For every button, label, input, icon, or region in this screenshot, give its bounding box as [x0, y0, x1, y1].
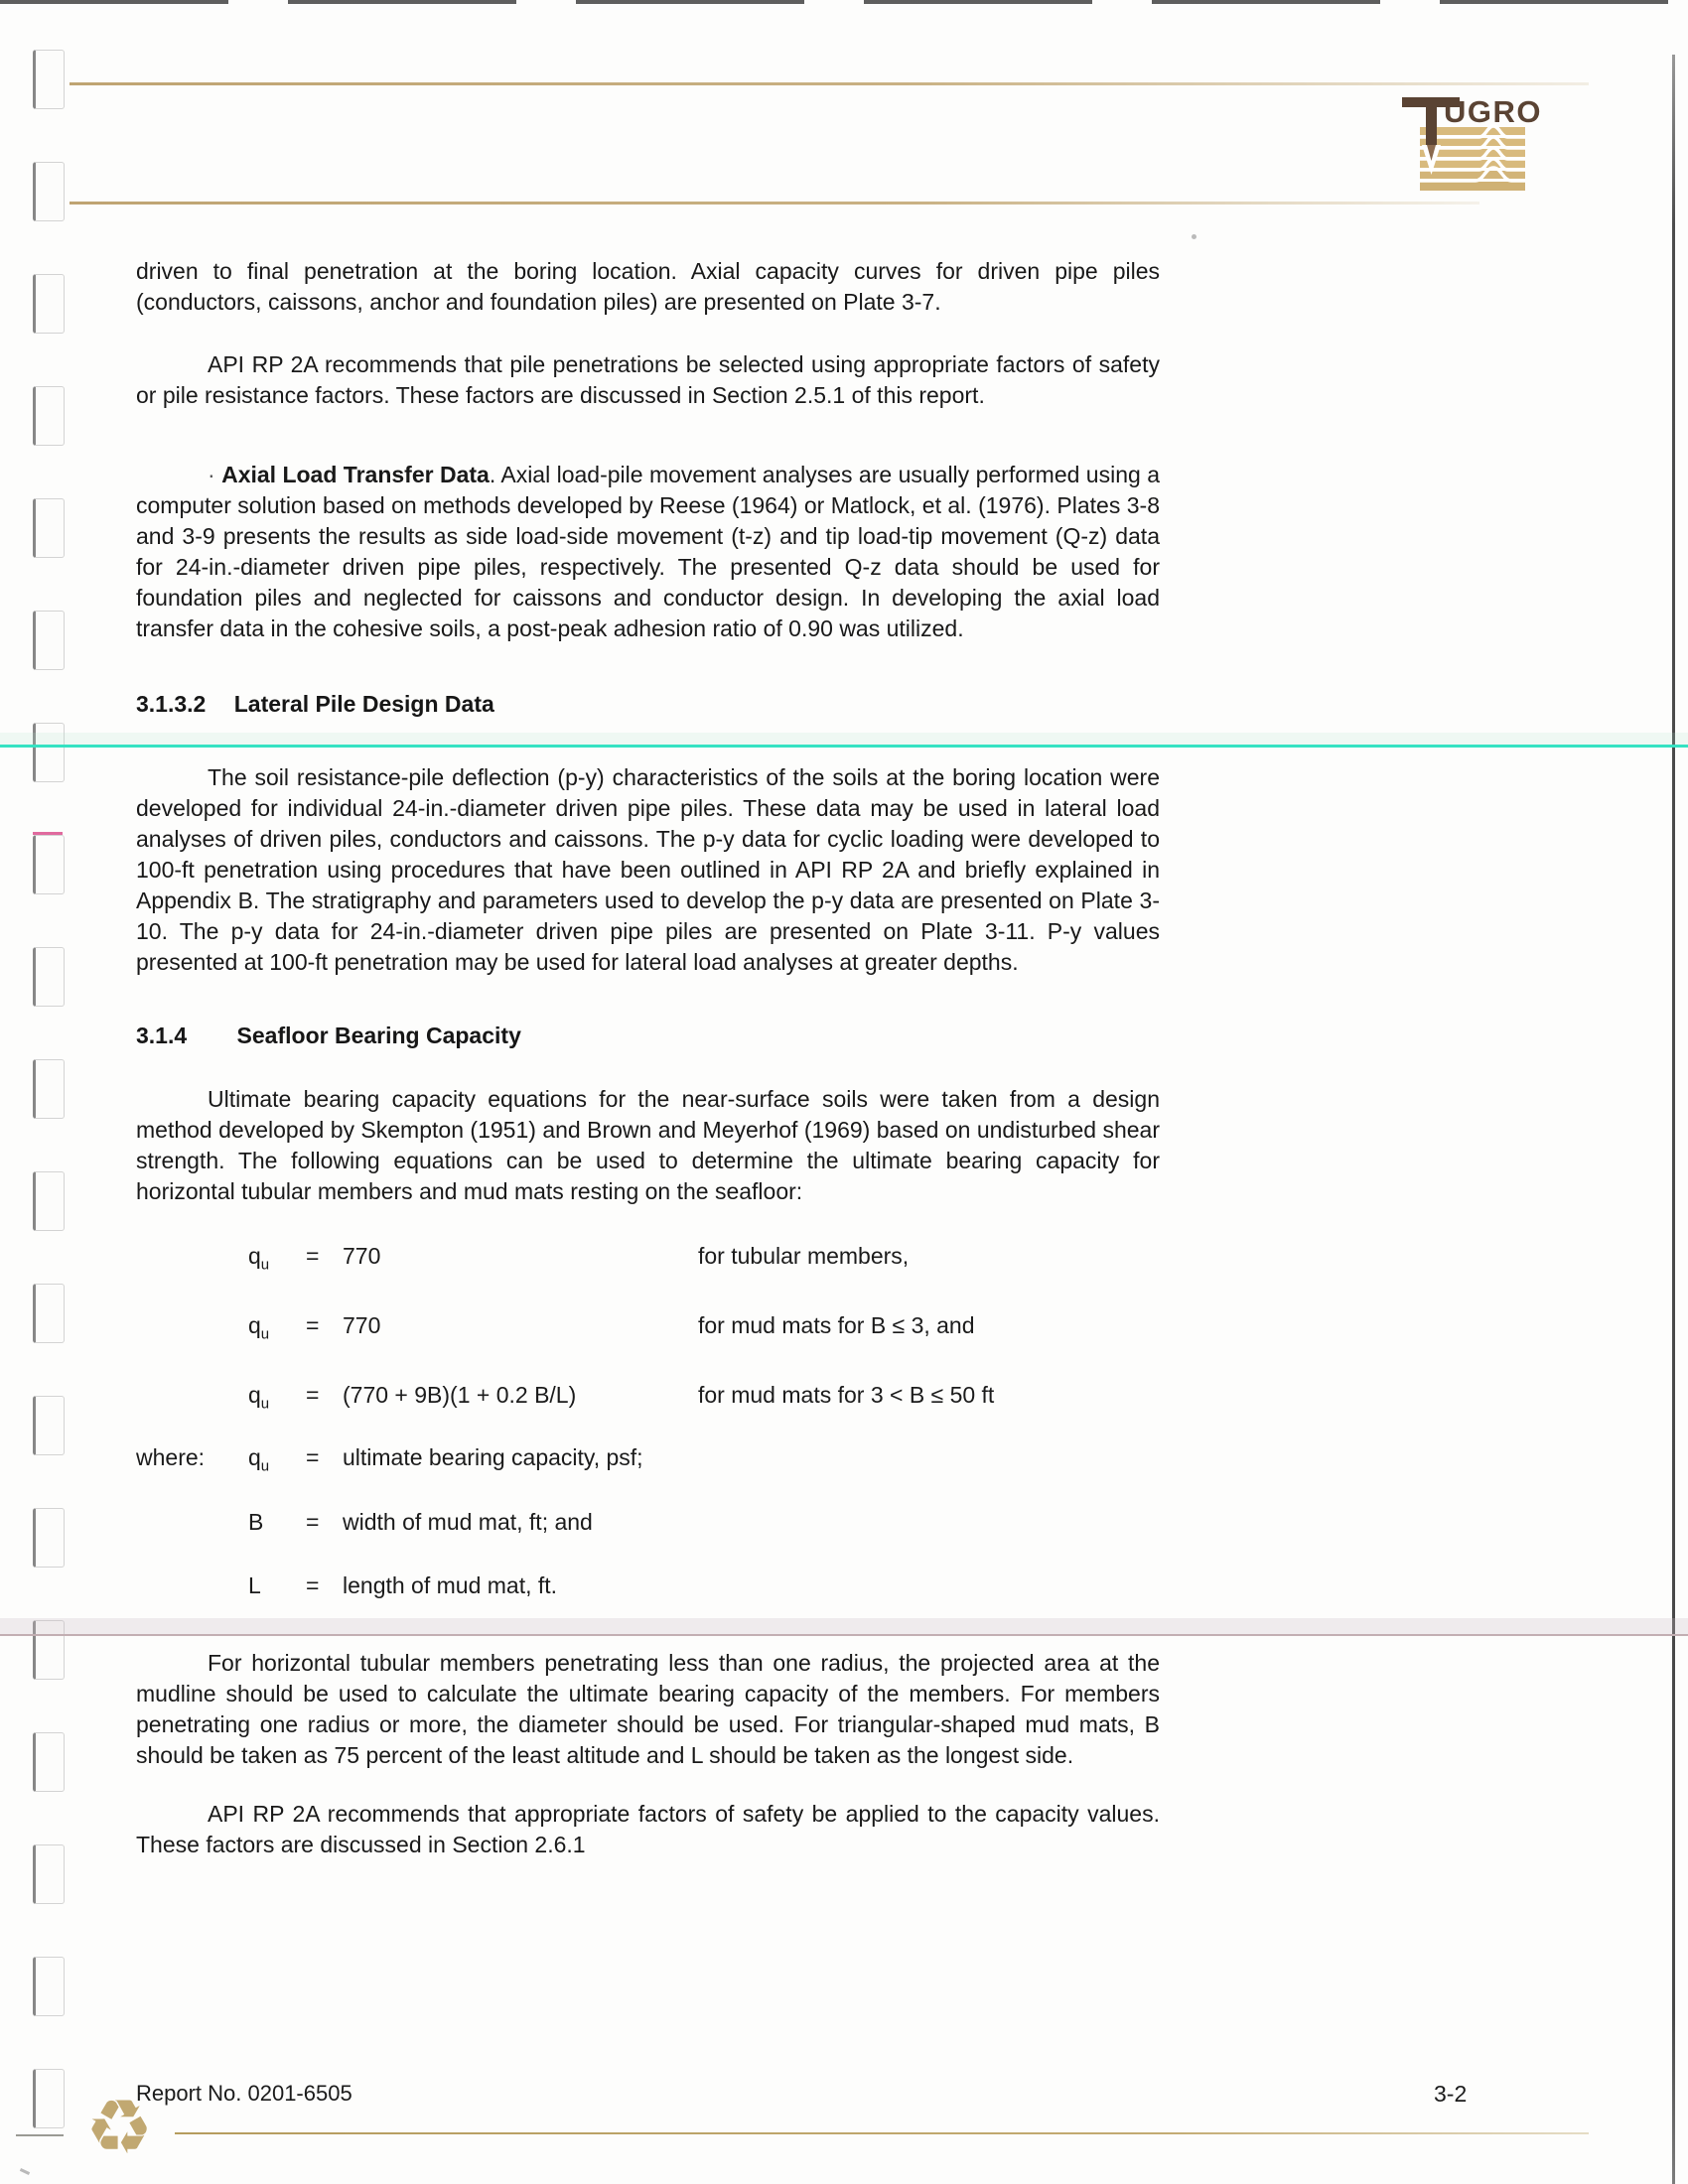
paragraph-lateral-py: The soil resistance-pile deflection (p-y) characteristics of the soils at the boring location were developed for individual 24-in.-diameter driven pipe piles. These data may be used in lateral load analyses of driven piles, conductors and caissons. The p-y data for cyclic loading were developed to 100-ft penetration using procedures that have been outlined in API RP 2A and briefly explained in Appendix B. The stratigraphy and parameters used to develop the p-y data are presented on Plate 3-10. The p-y data for 24-in.-diameter driven pipe piles are presented on Plate 3-11. P-y values presented at 100-ft penetration may be used for lateral load analyses at greater depths.	[136, 764, 1160, 975]
punch-hole-mark	[33, 611, 65, 670]
punch-hole-mark	[33, 1844, 65, 1904]
definition-text: length of mud mat, ft.	[343, 1572, 558, 1598]
paragraph-api-selection: API RP 2A recommends that pile penetrations be selected using appropriate factors of safety or pile resistance factors. These factors are discussed in Section 2.5.1 of this report.	[136, 351, 1160, 408]
equation-row-tubular	[136, 1241, 1228, 1272]
paragraph-continuation: driven to final penetration at the boring location. Axial capacity curves for driven pipe piles (conductors, caissons, anchor and foundation piles) are presented on Plate 3-7.	[136, 258, 1160, 315]
equation-condition: for tubular members,	[698, 1243, 910, 1269]
equation-condition: for mud mats for B ≤ 3, and	[698, 1312, 975, 1338]
equation-expression: 770	[343, 1243, 381, 1269]
scan-speck	[1192, 234, 1196, 239]
axial-bold-lead: Axial Load Transfer Data	[221, 462, 490, 487]
punch-hole-mark	[33, 723, 65, 782]
scan-speck	[20, 2168, 30, 2175]
equals-sign: =	[306, 1382, 320, 1408]
fugro-logo	[1396, 85, 1551, 197]
equation-row-mudmat-large	[136, 1380, 1228, 1411]
header-rule-top	[70, 82, 1589, 85]
recycle-icon: ♻	[85, 2086, 154, 2170]
punch-hole-mark	[33, 2069, 65, 2128]
definition-row-b	[136, 1507, 1228, 1538]
punch-hole-mark	[33, 274, 65, 334]
scan-teal-band	[0, 733, 1688, 745]
punch-hole-mark	[33, 50, 65, 109]
punch-hole-mark	[33, 835, 65, 894]
footer-report-number: Report No. 0201-6505	[136, 2081, 352, 2106]
punch-hole-mark	[33, 386, 65, 446]
paragraph-bearing-capacity: Ultimate bearing capacity equations for the near-surface soils were taken from a design method developed by Skempton (1951) and Brown and Meyerhof (1969) based on undisturbed shear strength. The following equations can be used to determine the ultimate bearing capacity for horizontal tubular members and mud mats resting on the seafloor:	[136, 1086, 1160, 1204]
footer-rule-dash	[16, 2134, 64, 2136]
section-number: 3.1.4	[136, 1023, 188, 1048]
definition-row-l	[136, 1570, 1228, 1601]
logo-letters: UGRO	[1444, 94, 1542, 129]
punch-hole-mark	[33, 947, 65, 1007]
punch-hole-mark	[33, 498, 65, 558]
equation-symbol: $q_u$	[248, 1382, 270, 1413]
punch-hole-mark	[33, 162, 65, 221]
footer-page-number: 3-2	[1434, 2081, 1468, 2107]
definition-symbol: B	[248, 1509, 264, 1535]
section-number: 3.1.3.2	[136, 691, 207, 717]
scan-page-edge-line	[1672, 55, 1675, 2184]
section-title: Lateral Pile Design Data	[233, 691, 494, 717]
equals-sign: =	[306, 1444, 320, 1470]
punch-hole-mark	[33, 1957, 65, 2016]
paragraph-axial-load-transfer	[136, 460, 1160, 644]
equation-condition: for mud mats for 3 < B ≤ 50 ft	[698, 1382, 995, 1408]
heading-lateral-pile-design	[136, 691, 494, 718]
definition-symbol: $q_u$	[248, 1444, 270, 1475]
punch-hole-mark	[33, 1508, 65, 1568]
definition-text: width of mud mat, ft; and	[343, 1509, 593, 1535]
punch-hole-mark	[33, 1171, 65, 1231]
equals-sign: =	[306, 1243, 320, 1269]
stray-bullet-dot: ·	[208, 462, 215, 487]
scan-pink-line	[0, 1634, 1688, 1636]
definition-text: ultimate bearing capacity, psf;	[343, 1444, 643, 1470]
scan-teal-line	[0, 745, 1688, 748]
heading-seafloor-bearing	[136, 1023, 521, 1049]
punch-hole-mark	[33, 1284, 65, 1343]
equation-symbol: $q_u$	[248, 1243, 270, 1274]
equation-expression: (770 + 9B)(1 + 0.2 B/L)	[343, 1382, 577, 1408]
scan-pink-band	[0, 1618, 1688, 1634]
footer-rule	[175, 2132, 1589, 2134]
punch-hole-mark	[33, 1396, 65, 1455]
equals-sign: =	[306, 1572, 320, 1598]
section-title: Seafloor Bearing Capacity	[236, 1023, 521, 1048]
axial-paragraph-text: . Axial load-pile movement analyses are usually performed using a computer solution based on methods developed by Reese (1964) or Matlock, et al. (1976). Plates 3-8 and 3-9 presents the results as side load-side movement (t-z) and tip load-tip movement (Q-z) data for 24-in.-diameter driven pipe piles, respectively. The presented Q-z data should be used for foundation piles and neglected for caissons and conductor design. In developing the axial load transfer data in the cohesive soils, a post-peak adhesion ratio of 0.90 was utilized.	[136, 462, 1160, 641]
paragraph-safety-factors: API RP 2A recommends that appropriate factors of safety be applied to the capacity values. These factors are discussed in Section 2.6.1	[136, 1801, 1160, 1857]
fugro-logo-graphic	[1396, 85, 1551, 197]
equals-sign: =	[306, 1509, 320, 1535]
header-rule-bottom	[70, 202, 1479, 205]
definition-symbol: L	[248, 1572, 261, 1598]
equation-row-mudmat-small	[136, 1310, 1228, 1341]
equals-sign: =	[306, 1312, 320, 1338]
definition-row-qu	[136, 1442, 1228, 1473]
where-label: where:	[136, 1444, 206, 1470]
scan-top-edge-line	[0, 0, 1688, 4]
equation-symbol: $q_u$	[248, 1312, 270, 1343]
paragraph-mudline: For horizontal tubular members penetrating less than one radius, the projected area at the mudline should be used to calculate the ultimate bearing capacity of the members. For members penetrating one radius or more, the diameter should be used. For triangular-shaped mud mats, B should be taken as 75 percent of the least altitude and L should be taken as the longest side.	[136, 1650, 1160, 1768]
punch-hole-mark	[33, 1059, 65, 1119]
equation-expression: 770	[343, 1312, 381, 1338]
punch-hole-mark	[33, 1732, 65, 1792]
scan-pink-tick	[33, 832, 63, 835]
